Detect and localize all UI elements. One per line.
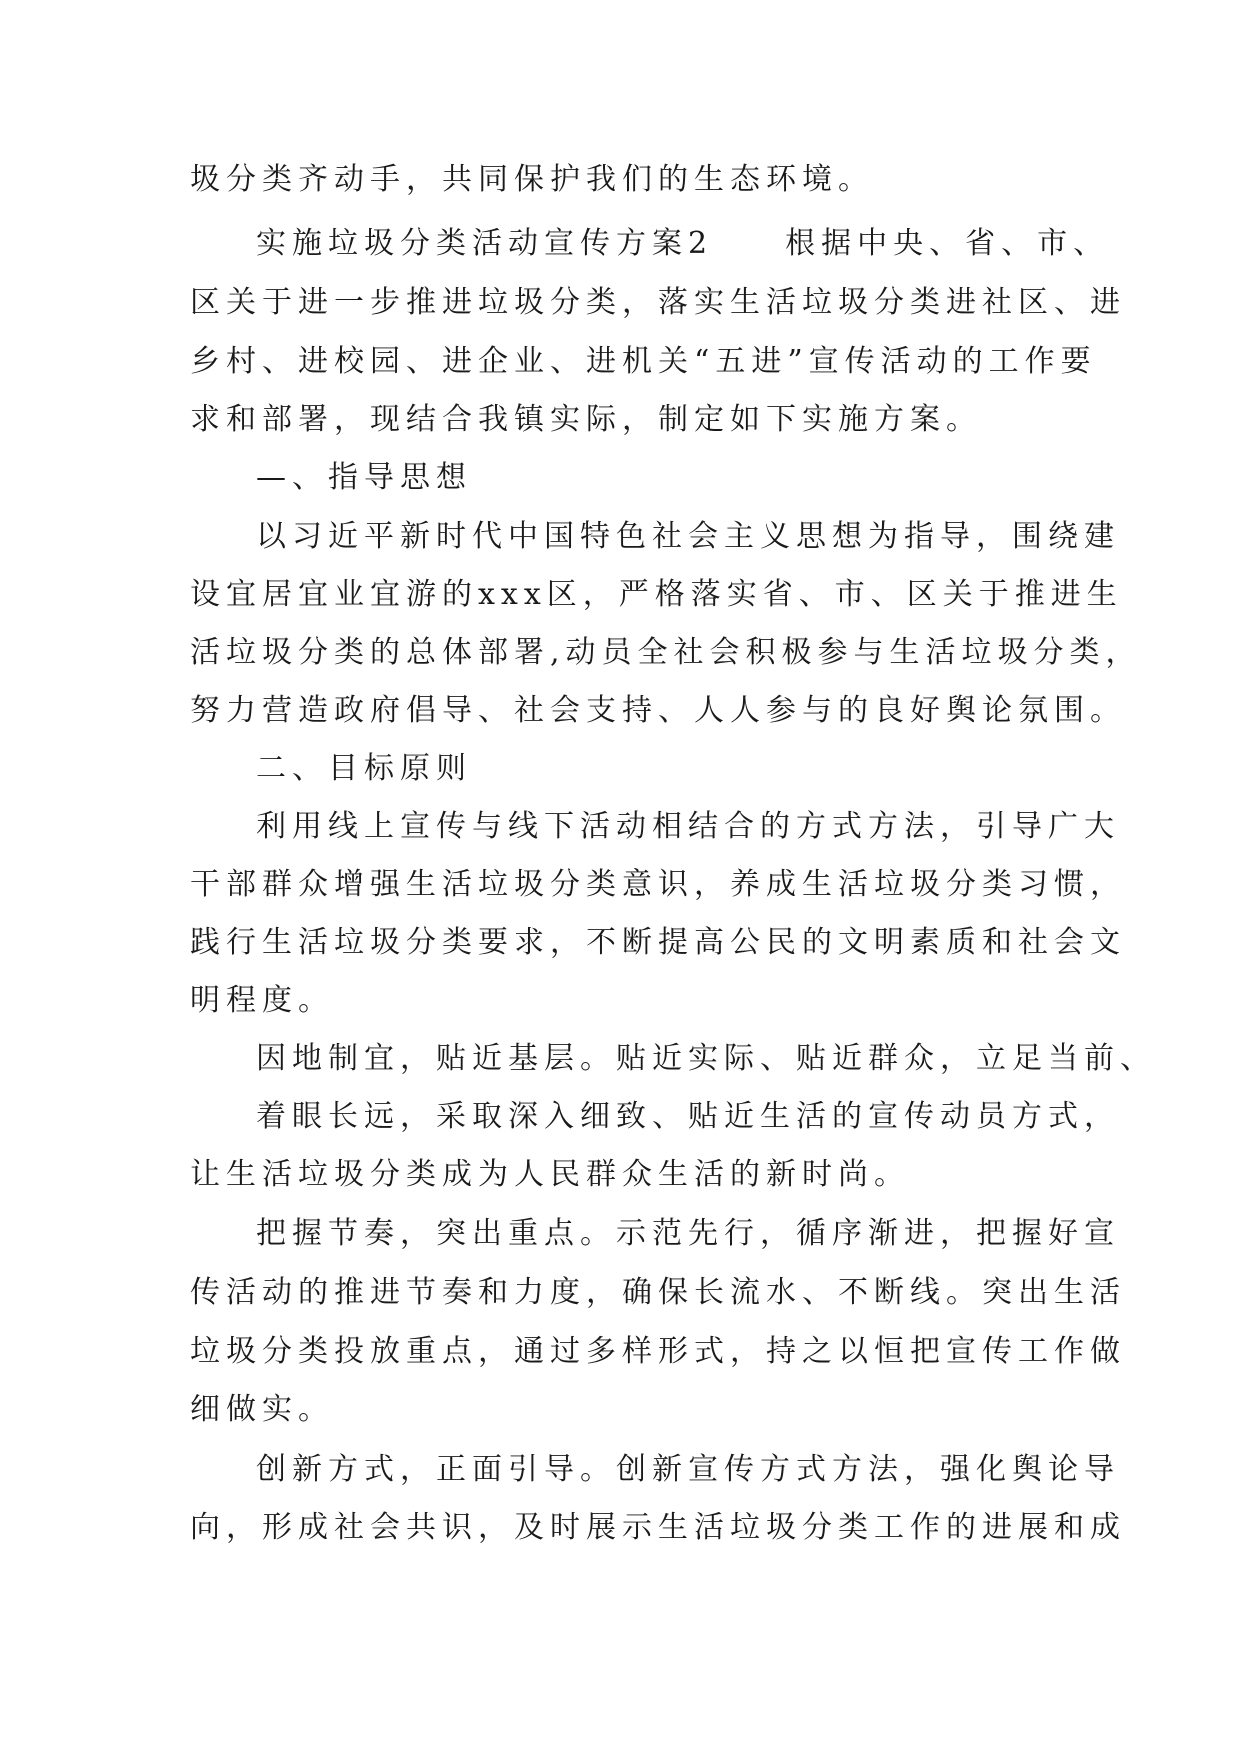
text-line: 把握节奏，突出重点。示范先行，循序渐进，把握好宣: [256, 1216, 1120, 1251]
text-line: 践行生活垃圾分类要求，不断提高公民的文明素质和社会文: [190, 925, 1126, 960]
text-line: 因地制宜，贴近基层。贴近实际、贴近群众，立足当前、: [256, 1041, 1156, 1076]
text-line: 设宜居宜业宜游的xxx区，严格落实省、市、区关于推进生: [190, 577, 1123, 612]
text-line: 乡村、进校园、进企业、进机关“五进”宣传活动的工作要: [190, 344, 1097, 379]
text-line: 干部群众增强生活垃圾分类意识，养成生活垃圾分类习惯，: [190, 867, 1126, 902]
text-line: 区关于进一步推进垃圾分类，落实生活垃圾分类进社区、进: [190, 285, 1126, 320]
text-line: 努力营造政府倡导、社会支持、人人参与的良好舆论氛围。: [190, 693, 1126, 728]
text-line: 细做实。: [190, 1392, 334, 1427]
text-line: 让生活垃圾分类成为人民群众生活的新时尚。: [190, 1157, 910, 1192]
text-line: 明程度。: [190, 983, 334, 1018]
text-line: 利用线上宣传与线下活动相结合的方式方法，引导广大: [256, 809, 1120, 844]
text-line: 传活动的推进节奏和力度，确保长流水、不断线。突出生活: [190, 1275, 1126, 1310]
text-line: 创新方式，正面引导。创新宣传方式方法，强化舆论导: [256, 1452, 1120, 1487]
text-line: 活垃圾分类的总体部署,动员全社会积极参与生活垃圾分类，: [190, 635, 1142, 670]
text-line: 圾分类齐动手，共同保护我们的生态环境。: [190, 162, 874, 197]
text-line: 向，形成社会共识，及时展示生活垃圾分类工作的进展和成: [190, 1510, 1126, 1545]
text-line: 实施垃圾分类活动宣传方案2 根据中央、省、市、: [256, 226, 1110, 261]
text-line: 求和部署，现结合我镇实际，制定如下实施方案。: [190, 402, 982, 437]
text-line: 着眼长远，采取深入细致、贴近生活的宣传动员方式，: [256, 1099, 1120, 1134]
text-line: 垃圾分类投放重点，通过多样形式，持之以恒把宣传工作做: [190, 1334, 1126, 1369]
section-heading: —、指导思想: [256, 460, 472, 495]
text-line: 以习近平新时代中国特色社会主义思想为指导，围绕建: [256, 519, 1120, 554]
section-heading: 二、目标原则: [256, 751, 472, 786]
